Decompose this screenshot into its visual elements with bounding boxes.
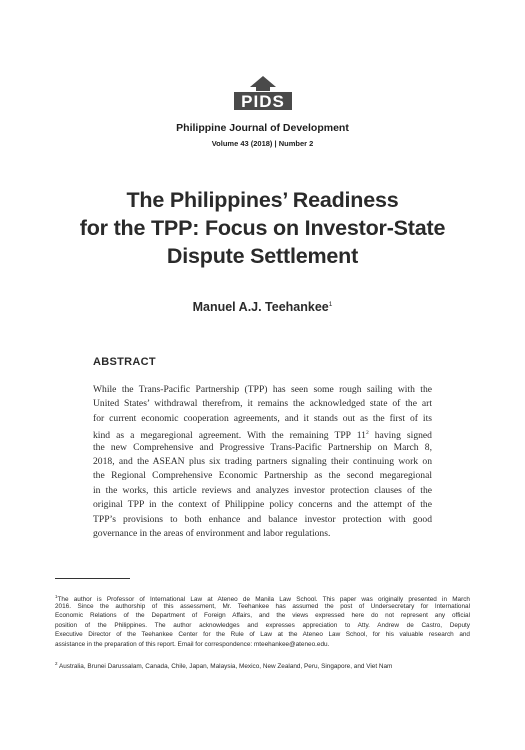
footnote-line: $^1$The author is Professor of International Law at Ateneo de Manila Law School. This paper was originally presented in March: [55, 594, 470, 604]
abstract-line: the new Comprehensive and Progressive Trans-Pacific Partnership on March 8,: [93, 441, 432, 453]
journal-volume: Volume 43 (2018) | Number 2: [211, 139, 314, 148]
author-footnote-mark[interactable]: 1: [328, 300, 333, 308]
footnote-reference[interactable]: 2: [365, 430, 369, 437]
footnote-text: Australia, Brunei Darussalam, Canada, Chile, Japan, Malaysia, Mexico, New Zealand, Peru, Singapore, and Viet Nam: [58, 663, 393, 671]
author-name: Manuel A.J. Teehankee: [192, 300, 329, 314]
title-line: Dispute Settlement: [166, 244, 359, 268]
footnote-line: position of the Philippines. The author acknowledges and expresses appreciation to Atty. Andrew de Castro, Deputy: [55, 621, 470, 629]
journal-name: Philippine Journal of Development: [176, 122, 349, 134]
pids-house-logo-icon: [232, 76, 294, 112]
abstract-line: for current economic cooperation agreements, and it stands out as the first of its: [93, 412, 432, 424]
abstract-line: TPP’s provisions to both enhance and balance investor protection with good: [93, 513, 432, 525]
abstract-line: 2018, and the ASEAN plus six trading partners signaling their continuing work on: [93, 455, 432, 467]
abstract-line: governance in the areas of environment and labor regulations.: [93, 527, 331, 539]
footnote-divider: [55, 578, 130, 579]
abstract-line: original TPP in the context of Philippine policy concerns and the attempt of the: [93, 499, 432, 511]
paper-title: [40, 186, 485, 270]
footnote-line: Executive Director of the Teehankee Center for the Rule of Law at the Ateneo Law School, for his valuable research and: [55, 631, 470, 639]
footnote-mark: 1: [55, 594, 58, 599]
footnote-line: Economic Relations of the Department of Foreign Affairs, and the views expressed here do not represent any official: [55, 612, 470, 620]
abstract-line: kind as a megaregional agreement. With the remaining TPP $11^2$ having signed: [93, 430, 432, 442]
title-line: The Philippines’ Readiness: [126, 188, 399, 212]
footnote-mark: 2: [55, 661, 58, 666]
svg-text:PIDS: PIDS: [241, 92, 285, 111]
author-line: [0, 300, 525, 314]
abstract-line: While the Trans-Pacific Partnership (TPP) has seen some rough sailing with the: [93, 384, 432, 395]
footnote-line: 2016. Since the authorship of this assessment, Mr. Teehankee has assumed the post of Undersecretary for International: [55, 602, 470, 610]
footnote-1: [55, 592, 470, 650]
title-line: for the TPP: Focus on Investor-State: [79, 216, 446, 240]
abstract-line: United States’ withdrawal therefrom, it remains the acknowledged state of the art: [93, 398, 432, 410]
footnote-line: assistance in the preparation of this report. Email for correspondence: mteehankee@ateneo.edu.: [55, 640, 330, 648]
abstract-line: the Regional Comprehensive Economic Partnership as the second megaregional: [93, 470, 432, 482]
abstract-line: in the works, this article reviews and analyzes investor protection clauses of the: [93, 484, 432, 496]
abstract-body: [93, 383, 432, 541]
footnote-2: [55, 659, 470, 672]
abstract-heading: ABSTRACT: [93, 356, 156, 368]
